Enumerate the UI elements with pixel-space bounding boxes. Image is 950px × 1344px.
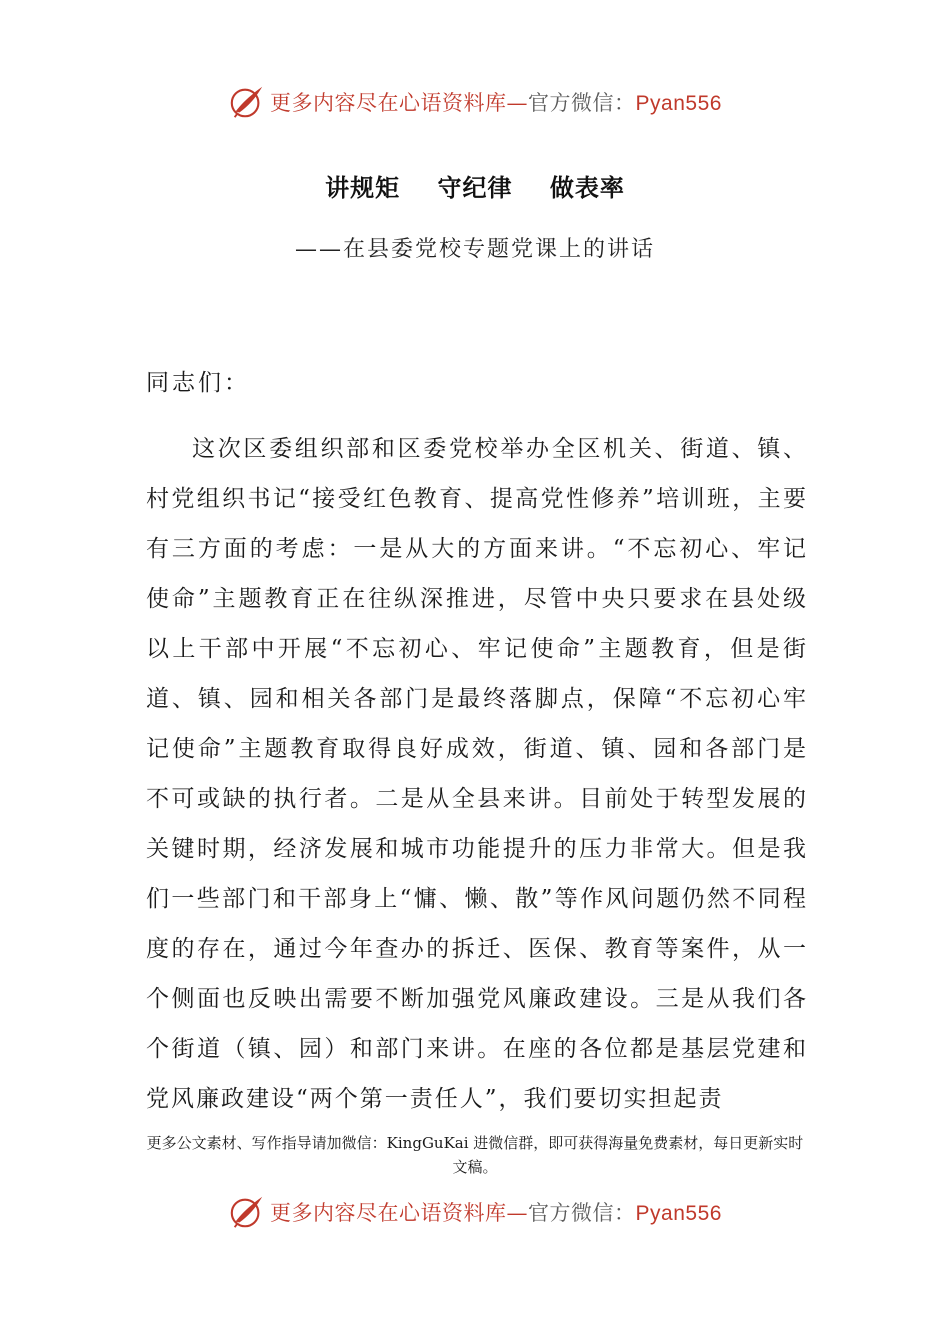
quill-logo-icon — [228, 1193, 266, 1231]
banner-wechat-handle: Pyan556 — [635, 92, 722, 115]
banner-text: 更多内容尽在心语资料库—官方微信：Pyan556 — [270, 91, 722, 115]
document-title: 讲规矩 守纪律 做表率 — [325, 174, 625, 202]
document-subtitle: ——在县委党校专题党课上的讲话 — [294, 237, 655, 262]
banner-text: 更多内容尽在心语资料库—官方微信：Pyan556 — [270, 1201, 722, 1225]
body-paragraph: 这次区委组织部和区委党校举办全区机关、街道、镇、村党组织书记“接受红色教育、提高党性修养”培训班，主要有三方面的考虑：一是从大的方面来讲。“不忘初心、牢记使命”主题教育正在往纵深推进，尽管中央只要求在县处级以上干部中开展“不忘初心、牢记使命”主题教育，但是街道、镇、园和相关各部门是最终落脚点，保障“不忘初心牢记使命”主题教育取得良好成效，街道、镇、园和各部门是不可或缺的执行者。二是从全县来讲。目前处于转型发展的关键时期，经济发展和城市功能提升的压力非常大。但是我们一些部门和干部身上“慵、懒、散”等作风问题仍然不同程度的存在，通过今年查办的拆迁、医保、教育等案件，从一个侧面也反映出需要不断加强党风廉政建设。三是从我们各个街道（镇、园）和部门来讲。在座的各位都是基层党建和党风廉政建设“两个第一责任人”，我们要切实担起责 — [146, 436, 808, 1112]
banner-wechat-handle: Pyan556 — [635, 1202, 722, 1225]
footer-watermark-banner — [0, 1190, 950, 1234]
salutation: 同志们： — [146, 370, 250, 396]
quill-logo-icon — [228, 83, 266, 121]
banner-wechat-label: 官方微信： — [528, 1201, 636, 1225]
header-watermark-banner — [0, 80, 950, 124]
footer-note: 更多公文素材、写作指导请加微信：KingGuKai 进微信群，即可获得海量免费素材，每日更新实时文稿。 — [146, 1134, 804, 1176]
banner-wechat-label: 官方微信： — [528, 91, 636, 115]
